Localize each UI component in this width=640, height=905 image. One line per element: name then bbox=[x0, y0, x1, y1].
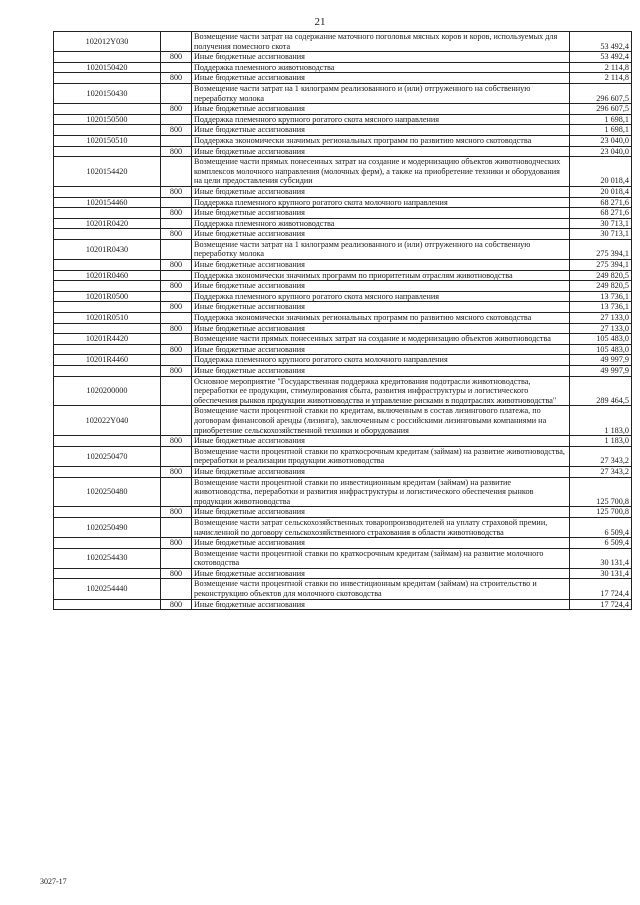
table-row bbox=[54, 568, 632, 579]
code-cell bbox=[54, 260, 161, 271]
table-row bbox=[54, 229, 632, 240]
code-cell: 1020150500 bbox=[54, 114, 161, 125]
name-cell: Иные бюджетные ассигнования bbox=[192, 186, 570, 197]
amount-cell: 30 131,4 bbox=[570, 568, 632, 579]
expense-type-cell: 800 bbox=[161, 73, 192, 84]
code-cell: 1020150420 bbox=[54, 62, 161, 73]
name-cell: Иные бюджетные ассигнования bbox=[192, 507, 570, 518]
code-cell: 1020250470 bbox=[54, 446, 161, 466]
expense-type-cell bbox=[161, 239, 192, 259]
name-cell: Иные бюджетные ассигнования bbox=[192, 281, 570, 292]
name-cell: Поддержка племенного крупного рогатого скота мясного направления bbox=[192, 114, 570, 125]
table-row bbox=[54, 125, 632, 136]
name-cell: Возмещение части процентной ставки по краткосрочным кредитам (займам) на развитие молочного скотоводства bbox=[192, 548, 570, 568]
code-cell: 1020250490 bbox=[54, 517, 161, 537]
name-cell: Возмещение части процентной ставки по краткосрочным кредитам (займам) на развитие животноводства, переработки и реализации продукции животноводства bbox=[192, 446, 570, 466]
table-row bbox=[54, 52, 632, 63]
code-cell: 102012Y030 bbox=[54, 32, 161, 52]
table-row bbox=[54, 517, 632, 537]
expense-type-cell: 800 bbox=[161, 323, 192, 334]
amount-cell: 53 492,4 bbox=[570, 32, 632, 52]
code-cell: 1020154420 bbox=[54, 157, 161, 187]
code-cell bbox=[54, 538, 161, 549]
amount-cell: 296 607,5 bbox=[570, 104, 632, 115]
expense-type-cell bbox=[161, 135, 192, 146]
name-cell: Поддержка экономически значимых региональных программ по развитию мясного скотоводства bbox=[192, 135, 570, 146]
name-cell: Иные бюджетные ассигнования bbox=[192, 344, 570, 355]
expense-type-cell bbox=[161, 334, 192, 345]
expense-type-cell: 800 bbox=[161, 104, 192, 115]
expense-type-cell: 800 bbox=[161, 507, 192, 518]
expense-type-cell bbox=[161, 517, 192, 537]
name-cell: Возмещение части процентной ставки по инвестиционным кредитам (займам) на развитие животноводства, переработки и развития инфраструктуры и логистического обеспечения рынков продукции животноводства bbox=[192, 477, 570, 507]
amount-cell: 1 698,1 bbox=[570, 114, 632, 125]
name-cell: Возмещение части затрат на 1 килограмм реализованного и (или) отгруженного на собственную переработку молока bbox=[192, 83, 570, 103]
amount-cell: 30 131,4 bbox=[570, 548, 632, 568]
name-cell: Иные бюджетные ассигнования bbox=[192, 125, 570, 136]
name-cell: Иные бюджетные ассигнования bbox=[192, 229, 570, 240]
table-row bbox=[54, 538, 632, 549]
code-cell: 10201R4420 bbox=[54, 334, 161, 345]
expense-type-cell bbox=[161, 548, 192, 568]
expense-type-cell: 800 bbox=[161, 599, 192, 610]
table-row bbox=[54, 599, 632, 610]
table-row bbox=[54, 270, 632, 281]
amount-cell: 275 394,1 bbox=[570, 260, 632, 271]
footer-document-code: 3027-17 bbox=[40, 877, 67, 886]
name-cell: Поддержка племенного животноводства bbox=[192, 218, 570, 229]
table-row bbox=[54, 218, 632, 229]
amount-cell: 6 509,4 bbox=[570, 538, 632, 549]
name-cell: Возмещение части затрат на содержание маточного поголовья мясных коров и коров, используемых для получения помесного скота bbox=[192, 32, 570, 52]
table-row bbox=[54, 355, 632, 366]
expense-type-cell bbox=[161, 406, 192, 436]
expense-type-cell bbox=[161, 579, 192, 599]
table-row bbox=[54, 507, 632, 518]
page-number: 21 bbox=[314, 16, 326, 28]
table-row bbox=[54, 366, 632, 377]
table-row bbox=[54, 239, 632, 259]
expense-type-cell bbox=[161, 291, 192, 302]
name-cell: Поддержка экономически значимых программ по приоритетным отраслям животноводства bbox=[192, 270, 570, 281]
expense-type-cell bbox=[161, 313, 192, 324]
amount-cell: 2 114,8 bbox=[570, 62, 632, 73]
amount-cell: 68 271,6 bbox=[570, 197, 632, 208]
table-row bbox=[54, 157, 632, 187]
table-row bbox=[54, 313, 632, 324]
amount-cell: 125 700,8 bbox=[570, 507, 632, 518]
name-cell: Иные бюджетные ассигнования bbox=[192, 436, 570, 447]
code-cell bbox=[54, 568, 161, 579]
code-cell: 102022Y040 bbox=[54, 406, 161, 436]
amount-cell: 27 343,2 bbox=[570, 466, 632, 477]
code-cell bbox=[54, 436, 161, 447]
name-cell: Иные бюджетные ассигнования bbox=[192, 366, 570, 377]
code-cell bbox=[54, 466, 161, 477]
table-row bbox=[54, 186, 632, 197]
expense-type-cell: 800 bbox=[161, 125, 192, 136]
amount-cell: 68 271,6 bbox=[570, 208, 632, 219]
amount-cell: 289 464,5 bbox=[570, 376, 632, 406]
amount-cell: 249 820,5 bbox=[570, 270, 632, 281]
expense-type-cell: 800 bbox=[161, 568, 192, 579]
amount-cell: 13 736,1 bbox=[570, 302, 632, 313]
code-cell: 10201R4460 bbox=[54, 355, 161, 366]
expense-type-cell: 800 bbox=[161, 344, 192, 355]
name-cell: Иные бюджетные ассигнования bbox=[192, 146, 570, 157]
expense-type-cell: 800 bbox=[161, 260, 192, 271]
table-row bbox=[54, 548, 632, 568]
expense-type-cell: 800 bbox=[161, 52, 192, 63]
name-cell: Поддержка племенного животноводства bbox=[192, 62, 570, 73]
amount-cell: 105 483,0 bbox=[570, 344, 632, 355]
amount-cell: 275 394,1 bbox=[570, 239, 632, 259]
code-cell: 10201R0460 bbox=[54, 270, 161, 281]
name-cell: Иные бюджетные ассигнования bbox=[192, 568, 570, 579]
code-cell: 10201R0500 bbox=[54, 291, 161, 302]
code-cell bbox=[54, 208, 161, 219]
table-row bbox=[54, 114, 632, 125]
table-row bbox=[54, 436, 632, 447]
table-row bbox=[54, 477, 632, 507]
expense-type-cell: 800 bbox=[161, 302, 192, 313]
name-cell: Иные бюджетные ассигнования bbox=[192, 466, 570, 477]
table-row bbox=[54, 291, 632, 302]
code-cell bbox=[54, 73, 161, 84]
code-cell bbox=[54, 52, 161, 63]
amount-cell: 17 724,4 bbox=[570, 599, 632, 610]
expense-type-cell bbox=[161, 32, 192, 52]
code-cell: 10201R0430 bbox=[54, 239, 161, 259]
table-row bbox=[54, 281, 632, 292]
amount-cell: 20 018,4 bbox=[570, 157, 632, 187]
amount-cell: 23 040,0 bbox=[570, 135, 632, 146]
expense-type-cell bbox=[161, 270, 192, 281]
name-cell: Возмещение части затрат на 1 килограмм реализованного и (или) отгруженного на собственную переработку молока bbox=[192, 239, 570, 259]
expense-type-cell: 800 bbox=[161, 366, 192, 377]
table-row bbox=[54, 83, 632, 103]
amount-cell: 49 997,9 bbox=[570, 366, 632, 377]
amount-cell: 1 183,0 bbox=[570, 406, 632, 436]
code-cell bbox=[54, 125, 161, 136]
code-cell: 10201R0420 bbox=[54, 218, 161, 229]
amount-cell: 17 724,4 bbox=[570, 579, 632, 599]
budget-table-body bbox=[54, 32, 632, 610]
name-cell: Иные бюджетные ассигнования bbox=[192, 323, 570, 334]
expense-type-cell bbox=[161, 62, 192, 73]
expense-type-cell: 800 bbox=[161, 146, 192, 157]
expense-type-cell: 800 bbox=[161, 186, 192, 197]
code-cell: 1020150510 bbox=[54, 135, 161, 146]
name-cell: Возмещение части процентной ставки по инвестиционным кредитам (займам) на строительство и реконструкцию объектов для молочного скотоводства bbox=[192, 579, 570, 599]
name-cell: Иные бюджетные ассигнования bbox=[192, 208, 570, 219]
table-row bbox=[54, 579, 632, 599]
amount-cell: 30 713,1 bbox=[570, 229, 632, 240]
expense-type-cell bbox=[161, 355, 192, 366]
expense-type-cell: 800 bbox=[161, 208, 192, 219]
name-cell: Иные бюджетные ассигнования bbox=[192, 73, 570, 84]
code-cell bbox=[54, 323, 161, 334]
name-cell: Иные бюджетные ассигнования bbox=[192, 302, 570, 313]
expense-type-cell bbox=[161, 83, 192, 103]
table-row bbox=[54, 62, 632, 73]
table-row bbox=[54, 197, 632, 208]
code-cell: 1020200000 bbox=[54, 376, 161, 406]
expense-type-cell: 800 bbox=[161, 436, 192, 447]
code-cell bbox=[54, 281, 161, 292]
table-row bbox=[54, 104, 632, 115]
expense-type-cell bbox=[161, 197, 192, 208]
table-row bbox=[54, 466, 632, 477]
name-cell: Основное мероприятие "Государственная поддержка кредитования подотрасли животноводства, переработки ее продукции, стимулирования сбыта, развития инфраструктуры и логистического обеспечения рынков продукции животноводства и управление рисками в подотраслях животноводства" bbox=[192, 376, 570, 406]
name-cell: Возмещение части процентной ставки по кредитам, включенным в состав лизингового платежа, по договорам финансовой аренды (лизинга), заключенным с российскими лизинговыми компаниями на приобретение сельскохозяйственной техники и оборудования bbox=[192, 406, 570, 436]
table-row bbox=[54, 323, 632, 334]
code-cell bbox=[54, 344, 161, 355]
expense-type-cell: 800 bbox=[161, 538, 192, 549]
name-cell: Иные бюджетные ассигнования bbox=[192, 52, 570, 63]
code-cell bbox=[54, 146, 161, 157]
name-cell: Возмещение части затрат сельскохозяйственных товаропроизводителей на уплату страховой премии, начисленной по договору сельскохозяйственного страхования в области животноводства bbox=[192, 517, 570, 537]
name-cell: Поддержка племенного крупного рогатого скота молочного направления bbox=[192, 355, 570, 366]
code-cell bbox=[54, 186, 161, 197]
code-cell bbox=[54, 366, 161, 377]
table-row bbox=[54, 135, 632, 146]
budget-table bbox=[53, 31, 632, 610]
code-cell: 1020254430 bbox=[54, 548, 161, 568]
amount-cell: 1 698,1 bbox=[570, 125, 632, 136]
name-cell: Иные бюджетные ассигнования bbox=[192, 538, 570, 549]
name-cell: Возмещение части прямых понесенных затрат на создание и модернизацию объектов животноводческих комплексов молочного направления (молочных ферм), а также на приобретение техники и оборудования на цели предоставления субсидии bbox=[192, 157, 570, 187]
name-cell: Возмещение части прямых понесенных затрат на создание и модернизацию объектов животноводства bbox=[192, 334, 570, 345]
code-cell bbox=[54, 229, 161, 240]
expense-type-cell bbox=[161, 477, 192, 507]
name-cell: Иные бюджетные ассигнования bbox=[192, 104, 570, 115]
table-row bbox=[54, 32, 632, 52]
name-cell: Поддержка экономически значимых региональных программ по развитию мясного скотоводства bbox=[192, 313, 570, 324]
code-cell: 1020154460 bbox=[54, 197, 161, 208]
table-row bbox=[54, 334, 632, 345]
amount-cell: 105 483,0 bbox=[570, 334, 632, 345]
name-cell: Иные бюджетные ассигнования bbox=[192, 599, 570, 610]
code-cell: 1020254440 bbox=[54, 579, 161, 599]
amount-cell: 27 133,0 bbox=[570, 313, 632, 324]
table-row bbox=[54, 344, 632, 355]
amount-cell: 13 736,1 bbox=[570, 291, 632, 302]
table-row bbox=[54, 302, 632, 313]
table-row bbox=[54, 376, 632, 406]
expense-type-cell bbox=[161, 157, 192, 187]
code-cell: 10201R0510 bbox=[54, 313, 161, 324]
name-cell: Поддержка племенного крупного рогатого скота молочного направления bbox=[192, 197, 570, 208]
table-row bbox=[54, 260, 632, 271]
amount-cell: 1 183,0 bbox=[570, 436, 632, 447]
expense-type-cell bbox=[161, 376, 192, 406]
amount-cell: 49 997,9 bbox=[570, 355, 632, 366]
expense-type-cell: 800 bbox=[161, 466, 192, 477]
code-cell: 1020250480 bbox=[54, 477, 161, 507]
code-cell bbox=[54, 599, 161, 610]
table-row bbox=[54, 446, 632, 466]
amount-cell: 249 820,5 bbox=[570, 281, 632, 292]
expense-type-cell bbox=[161, 114, 192, 125]
amount-cell: 2 114,8 bbox=[570, 73, 632, 84]
name-cell: Иные бюджетные ассигнования bbox=[192, 260, 570, 271]
table-row bbox=[54, 208, 632, 219]
code-cell: 1020150430 bbox=[54, 83, 161, 103]
amount-cell: 30 713,1 bbox=[570, 218, 632, 229]
expense-type-cell bbox=[161, 446, 192, 466]
amount-cell: 53 492,4 bbox=[570, 52, 632, 63]
code-cell bbox=[54, 507, 161, 518]
amount-cell: 27 133,0 bbox=[570, 323, 632, 334]
code-cell bbox=[54, 302, 161, 313]
amount-cell: 20 018,4 bbox=[570, 186, 632, 197]
table-row bbox=[54, 406, 632, 436]
expense-type-cell: 800 bbox=[161, 229, 192, 240]
amount-cell: 27 343,2 bbox=[570, 446, 632, 466]
name-cell: Поддержка племенного крупного рогатого скота мясного направления bbox=[192, 291, 570, 302]
code-cell bbox=[54, 104, 161, 115]
amount-cell: 296 607,5 bbox=[570, 83, 632, 103]
amount-cell: 23 040,0 bbox=[570, 146, 632, 157]
expense-type-cell bbox=[161, 218, 192, 229]
expense-type-cell: 800 bbox=[161, 281, 192, 292]
table-row bbox=[54, 146, 632, 157]
amount-cell: 6 509,4 bbox=[570, 517, 632, 537]
amount-cell: 125 700,8 bbox=[570, 477, 632, 507]
table-row bbox=[54, 73, 632, 84]
